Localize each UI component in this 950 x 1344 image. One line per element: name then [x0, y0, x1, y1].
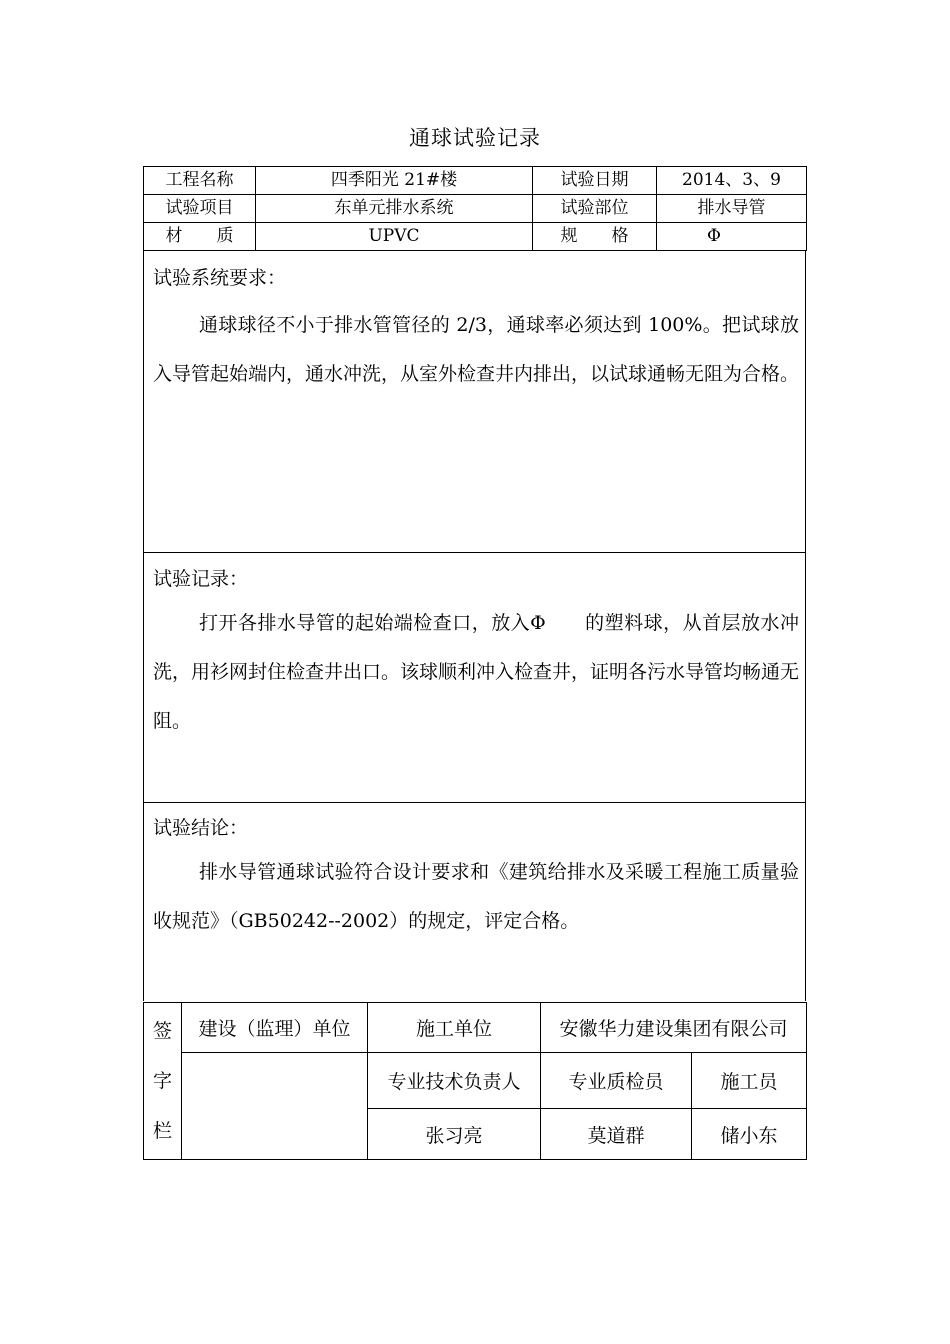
- name-constructor: 储小东: [692, 1109, 807, 1160]
- supervisor-unit-label: 建设（监理）单位: [182, 1003, 368, 1053]
- name-tech-lead: 张习亮: [368, 1109, 541, 1160]
- name-quality-inspector: 莫道群: [541, 1109, 692, 1160]
- sign-char: 栏: [152, 1120, 172, 1142]
- label-test-location: 试验部位: [533, 195, 657, 223]
- requirements-text: 通球球径不小于排水管管径的 2/3，通球率必须达到 100%。把试球放入导管起始端内，通水冲洗，从室外检查井内排出，以试球通畅无阻为合格。: [153, 314, 800, 385]
- role-constructor: 施工员: [692, 1053, 807, 1109]
- info-row: [144, 167, 807, 195]
- contractor-label: 施工单位: [368, 1003, 541, 1053]
- page-title: 通球试验记录: [409, 126, 541, 150]
- signature-row: [144, 1003, 807, 1053]
- signature-table: [143, 1002, 807, 1160]
- record-label: 试验记录：: [153, 568, 249, 590]
- label-project-name: 工程名称: [144, 167, 256, 195]
- value-test-location: 排水导管: [657, 195, 807, 223]
- record-text: 打开各排水导管的起始端检查口，放入Φ 的塑料球，从首层放水冲洗，用衫网封住检查井出口。该球顺利冲入检查井，证明各污水导管均畅通无阻。: [153, 612, 800, 732]
- requirements-label: 试验系统要求：: [153, 267, 287, 289]
- value-test-date: 2014、3、9: [657, 167, 807, 195]
- contractor-name: 安徽华力建设集团有限公司: [541, 1003, 807, 1053]
- label-material: 材 质: [144, 223, 256, 251]
- supervisor-signature-cell: [182, 1053, 368, 1160]
- requirements-section: [143, 251, 806, 553]
- signature-column-label: [144, 1003, 182, 1160]
- record-section: [143, 553, 806, 803]
- role-tech-lead: 专业技术负责人: [368, 1053, 541, 1109]
- role-quality-inspector: 专业质检员: [541, 1053, 692, 1109]
- label-spec: 规 格: [533, 223, 657, 251]
- label-test-item: 试验项目: [144, 195, 256, 223]
- conclusion-label: 试验结论：: [153, 817, 249, 839]
- label-test-date: 试验日期: [533, 167, 657, 195]
- info-row: [144, 223, 807, 251]
- info-row: [144, 195, 807, 223]
- value-test-item: 东单元排水系统: [256, 195, 533, 223]
- sign-char: 签: [152, 1020, 172, 1042]
- project-info-table: [143, 166, 807, 251]
- conclusion-section: [143, 803, 806, 1001]
- signature-row: [144, 1053, 807, 1109]
- value-material: UPVC: [256, 223, 533, 251]
- value-spec: Φ: [657, 223, 807, 251]
- conclusion-text: 排水导管通球试验符合设计要求和《建筑给排水及采暖工程施工质量验收规范》（GB50242--2002）的规定，评定合格。: [153, 861, 799, 932]
- sign-char: 字: [152, 1070, 172, 1092]
- value-project-name: 四季阳光 21#楼: [256, 167, 533, 195]
